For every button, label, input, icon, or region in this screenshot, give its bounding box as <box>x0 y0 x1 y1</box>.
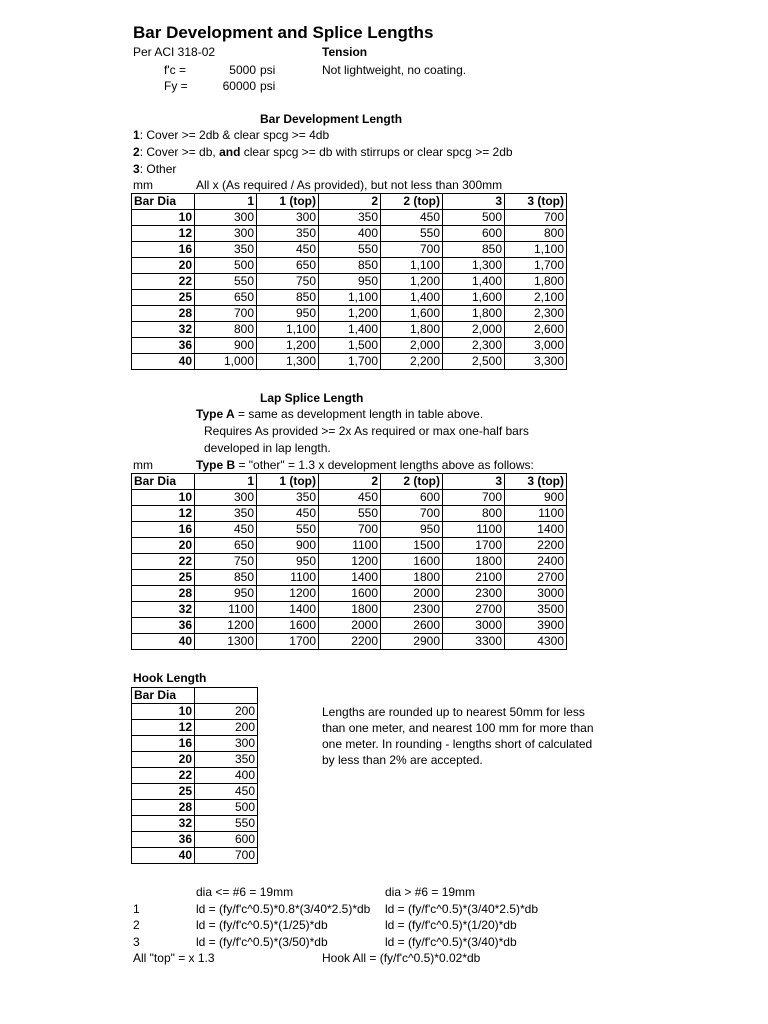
dev-case-3 <box>133 162 176 176</box>
length-cell: 1400 <box>257 602 319 618</box>
length-cell: 1100 <box>443 522 505 538</box>
bar-dia-cell: 22 <box>132 768 195 784</box>
bar-dia-cell: 20 <box>132 752 195 768</box>
bar-dia-cell: 32 <box>132 322 195 338</box>
length-cell: 700 <box>381 242 443 258</box>
column-header: 1 <box>195 474 257 490</box>
table-header-row <box>132 474 567 490</box>
column-header: 3 (top) <box>505 474 567 490</box>
rounding-note-line-4: by less than 2% are accepted. <box>322 753 483 767</box>
length-cell: 1,600 <box>443 290 505 306</box>
table-row <box>132 274 567 290</box>
length-cell: 3,000 <box>505 338 567 354</box>
dev-heading: Bar Development Length <box>260 112 403 126</box>
bar-dia-cell: 10 <box>132 210 195 226</box>
length-cell: 1,800 <box>443 306 505 322</box>
length-cell: 2900 <box>381 634 443 650</box>
formula-num: 3 <box>133 935 140 949</box>
length-cell: 900 <box>505 490 567 506</box>
formula-large: ld = (fy/f'c^0.5)*(3/40)*db <box>385 935 517 949</box>
length-cell: 2,600 <box>505 322 567 338</box>
length-cell: 1,000 <box>195 354 257 370</box>
table-row <box>132 338 567 354</box>
dev-case-1-num: 1 <box>133 128 140 142</box>
fy-unit: psi <box>260 79 276 93</box>
column-header-bar-dia: Bar Dia <box>132 688 195 704</box>
bar-dia-cell: 10 <box>132 704 195 720</box>
fc-unit: psi <box>260 63 276 77</box>
length-cell: 3300 <box>443 634 505 650</box>
length-cell: 1800 <box>381 570 443 586</box>
lap-units: mm <box>133 458 153 472</box>
length-cell: 600 <box>195 832 258 848</box>
length-cell: 2,000 <box>443 322 505 338</box>
table-row <box>132 554 567 570</box>
length-cell: 650 <box>195 290 257 306</box>
column-header: 1 (top) <box>257 194 319 210</box>
tension-note: Not lightweight, no coating. <box>322 63 467 77</box>
length-cell: 350 <box>319 210 381 226</box>
bar-dia-cell: 32 <box>132 602 195 618</box>
length-cell: 300 <box>257 210 319 226</box>
length-cell: 1100 <box>195 602 257 618</box>
column-header <box>195 688 258 704</box>
length-cell: 1,300 <box>443 258 505 274</box>
length-cell: 3,300 <box>505 354 567 370</box>
length-cell: 2,500 <box>443 354 505 370</box>
bar-dia-cell: 16 <box>132 522 195 538</box>
dev-case-1-text: : Cover >= 2db & clear spcg >= 4db <box>139 128 330 142</box>
lap-type-a-line3: developed in lap length. <box>204 441 331 455</box>
table-row <box>132 752 258 768</box>
length-cell: 450 <box>195 784 258 800</box>
fy-label: Fy = <box>164 79 188 93</box>
length-cell: 450 <box>257 506 319 522</box>
length-cell: 1400 <box>319 570 381 586</box>
length-cell: 2,200 <box>381 354 443 370</box>
length-cell: 950 <box>257 306 319 322</box>
length-cell: 950 <box>257 554 319 570</box>
code-reference: Per ACI 318-02 <box>133 45 216 59</box>
length-cell: 350 <box>257 490 319 506</box>
column-header: 3 <box>443 474 505 490</box>
bar-dia-cell: 12 <box>132 226 195 242</box>
column-header: 2 <box>319 474 381 490</box>
length-cell: 750 <box>195 554 257 570</box>
column-header: 2 (top) <box>381 474 443 490</box>
length-cell: 800 <box>505 226 567 242</box>
column-header-bar-dia: Bar Dia <box>132 474 195 490</box>
length-cell: 2,300 <box>443 338 505 354</box>
length-cell: 1,400 <box>319 322 381 338</box>
column-header: 1 <box>195 194 257 210</box>
table-row <box>132 258 567 274</box>
table-row <box>132 210 567 226</box>
length-cell: 950 <box>319 274 381 290</box>
bar-dia-cell: 40 <box>132 634 195 650</box>
length-cell: 1,300 <box>257 354 319 370</box>
length-cell: 450 <box>257 242 319 258</box>
table-row <box>132 816 258 832</box>
length-cell: 1400 <box>505 522 567 538</box>
length-cell: 1600 <box>257 618 319 634</box>
table-row <box>132 570 567 586</box>
length-cell: 2100 <box>443 570 505 586</box>
length-cell: 300 <box>195 210 257 226</box>
formula-small: ld = (fy/f'c^0.5)*0.8*(3/40*2.5)*db <box>196 902 371 916</box>
formula-small: ld = (fy/f'c^0.5)*(1/25)*db <box>196 918 328 932</box>
length-cell: 450 <box>195 522 257 538</box>
length-cell: 300 <box>195 226 257 242</box>
length-cell: 550 <box>319 242 381 258</box>
length-cell: 1,200 <box>381 274 443 290</box>
length-cell: 450 <box>319 490 381 506</box>
length-cell: 850 <box>257 290 319 306</box>
table-row <box>132 800 258 816</box>
length-cell: 950 <box>195 586 257 602</box>
fy-value: 60000 <box>222 79 256 93</box>
table-row <box>132 848 258 864</box>
column-header-bar-dia: Bar Dia <box>132 194 195 210</box>
bar-dia-cell: 40 <box>132 354 195 370</box>
bar-dia-cell: 12 <box>132 720 195 736</box>
length-cell: 2600 <box>381 618 443 634</box>
length-cell: 350 <box>257 226 319 242</box>
bar-dia-cell: 22 <box>132 554 195 570</box>
table-row <box>132 618 567 634</box>
column-header: 2 <box>319 194 381 210</box>
length-cell: 500 <box>195 258 257 274</box>
length-cell: 2300 <box>381 602 443 618</box>
bar-dia-cell: 25 <box>132 570 195 586</box>
table-row <box>132 354 567 370</box>
lap-type-b <box>196 458 534 472</box>
table-row <box>132 522 567 538</box>
length-cell: 1,700 <box>319 354 381 370</box>
length-cell: 800 <box>443 506 505 522</box>
length-cell: 1,600 <box>381 306 443 322</box>
bar-dia-cell: 20 <box>132 258 195 274</box>
table-row <box>132 586 567 602</box>
formula-head-small: dia <= #6 = 19mm <box>196 885 294 899</box>
length-cell: 1300 <box>195 634 257 650</box>
length-cell: 1800 <box>443 554 505 570</box>
length-cell: 2200 <box>319 634 381 650</box>
table-row <box>132 832 258 848</box>
length-cell: 800 <box>195 322 257 338</box>
length-cell: 1,100 <box>505 242 567 258</box>
table-row <box>132 784 258 800</box>
length-cell: 1100 <box>319 538 381 554</box>
hook-length-table <box>131 687 258 864</box>
length-cell: 2,300 <box>505 306 567 322</box>
length-cell: 1700 <box>443 538 505 554</box>
length-cell: 1,400 <box>443 274 505 290</box>
table-row <box>132 242 567 258</box>
length-cell: 900 <box>195 338 257 354</box>
bar-dia-cell: 25 <box>132 290 195 306</box>
table-row <box>132 768 258 784</box>
column-header: 3 <box>443 194 505 210</box>
length-cell: 2300 <box>443 586 505 602</box>
top-bar-note: All "top" = x 1.3 <box>133 951 215 965</box>
lap-type-b-label: Type B <box>196 458 236 472</box>
bar-dia-cell: 36 <box>132 618 195 634</box>
length-cell: 2,000 <box>381 338 443 354</box>
bar-dia-cell: 12 <box>132 506 195 522</box>
length-cell: 1,100 <box>319 290 381 306</box>
table-row <box>132 538 567 554</box>
length-cell: 200 <box>195 704 258 720</box>
formula-small: ld = (fy/f'c^0.5)*(3/50)*db <box>196 935 328 949</box>
length-cell: 700 <box>505 210 567 226</box>
dev-case-3-text: : Other <box>139 162 177 176</box>
bar-dia-cell: 32 <box>132 816 195 832</box>
dev-case-2-num: 2 <box>133 145 140 159</box>
length-cell: 1200 <box>195 618 257 634</box>
length-cell: 900 <box>257 538 319 554</box>
bar-dia-cell: 28 <box>132 586 195 602</box>
formula-num: 1 <box>133 902 140 916</box>
formula-large: ld = (fy/f'c^0.5)*(1/20)*db <box>385 918 517 932</box>
length-cell: 1100 <box>257 570 319 586</box>
dev-case-1 <box>133 128 329 142</box>
lap-type-a-label: Type A <box>196 407 235 421</box>
tension-label: Tension <box>322 45 368 59</box>
table-row <box>132 736 258 752</box>
table-row <box>132 490 567 506</box>
length-cell: 650 <box>257 258 319 274</box>
length-cell: 500 <box>443 210 505 226</box>
length-cell: 1,400 <box>381 290 443 306</box>
length-cell: 200 <box>195 720 258 736</box>
lap-splice-table <box>131 473 567 650</box>
dev-case-2 <box>133 145 513 159</box>
formula-large: ld = (fy/f'c^0.5)*(3/40*2.5)*db <box>385 902 538 916</box>
table-header-row <box>132 194 567 210</box>
page-title: Bar Development and Splice Lengths <box>133 23 434 42</box>
bar-dia-cell: 25 <box>132 784 195 800</box>
table-row <box>132 704 258 720</box>
length-cell: 550 <box>257 522 319 538</box>
lap-type-a <box>196 407 483 421</box>
table-header-row <box>132 688 258 704</box>
length-cell: 1200 <box>319 554 381 570</box>
length-cell: 700 <box>443 490 505 506</box>
table-row <box>132 290 567 306</box>
bar-dia-cell: 36 <box>132 338 195 354</box>
bar-dia-cell: 16 <box>132 736 195 752</box>
length-cell: 450 <box>381 210 443 226</box>
length-cell: 300 <box>195 490 257 506</box>
length-cell: 850 <box>195 570 257 586</box>
length-cell: 1200 <box>257 586 319 602</box>
length-cell: 350 <box>195 752 258 768</box>
formula-head-large: dia > #6 = 19mm <box>385 885 476 899</box>
length-cell: 700 <box>381 506 443 522</box>
length-cell: 2000 <box>381 586 443 602</box>
table-row <box>132 506 567 522</box>
rounding-note-line-2: than one meter, and nearest 100 mm for more than <box>322 721 594 735</box>
dev-case-3-num: 3 <box>133 162 140 176</box>
length-cell: 650 <box>195 538 257 554</box>
hook-formula: Hook All = (fy/f'c^0.5)*0.02*db <box>322 951 481 965</box>
table-row <box>132 306 567 322</box>
length-cell: 1,700 <box>505 258 567 274</box>
length-cell: 1800 <box>319 602 381 618</box>
length-cell: 1700 <box>257 634 319 650</box>
length-cell: 550 <box>381 226 443 242</box>
length-cell: 1,200 <box>319 306 381 322</box>
length-cell: 1600 <box>319 586 381 602</box>
length-cell: 1500 <box>381 538 443 554</box>
rounding-note-line-3: one meter. In rounding - lengths short of calculated <box>322 737 593 751</box>
bar-dia-cell: 22 <box>132 274 195 290</box>
length-cell: 750 <box>257 274 319 290</box>
length-cell: 550 <box>319 506 381 522</box>
length-cell: 2200 <box>505 538 567 554</box>
column-header: 3 (top) <box>505 194 567 210</box>
length-cell: 700 <box>319 522 381 538</box>
length-cell: 550 <box>195 274 257 290</box>
bar-dia-cell: 20 <box>132 538 195 554</box>
length-cell: 1,500 <box>319 338 381 354</box>
dev-units: mm <box>133 178 153 192</box>
rounding-note-line-1: Lengths are rounded up to nearest 50mm for less <box>322 705 585 719</box>
length-cell: 1,800 <box>381 322 443 338</box>
table-row <box>132 602 567 618</box>
lap-type-a-line2: Requires As provided >= 2x As required or max one-half bars <box>204 424 529 438</box>
lap-type-b-text: = "other" = 1.3 x development lengths above as follows: <box>235 458 534 472</box>
length-cell: 400 <box>319 226 381 242</box>
length-cell: 2,100 <box>505 290 567 306</box>
bar-dia-cell: 28 <box>132 306 195 322</box>
hook-heading: Hook Length <box>133 671 207 685</box>
length-cell: 350 <box>195 242 257 258</box>
length-cell: 3000 <box>443 618 505 634</box>
length-cell: 1,100 <box>381 258 443 274</box>
length-cell: 850 <box>443 242 505 258</box>
length-cell: 2400 <box>505 554 567 570</box>
fc-label: f'c = <box>164 63 186 77</box>
bar-dia-cell: 28 <box>132 800 195 816</box>
bar-dia-cell: 16 <box>132 242 195 258</box>
lap-type-a-text: = same as development length in table above. <box>234 407 484 421</box>
length-cell: 3900 <box>505 618 567 634</box>
length-cell: 950 <box>381 522 443 538</box>
column-header: 1 (top) <box>257 474 319 490</box>
length-cell: 1100 <box>505 506 567 522</box>
fc-value: 5000 <box>229 63 256 77</box>
length-cell: 600 <box>443 226 505 242</box>
length-cell: 700 <box>195 848 258 864</box>
dev-case-2-text-b: clear spcg >= db with stirrups or clear spcg >= 2db <box>240 145 513 159</box>
length-cell: 2700 <box>505 570 567 586</box>
lap-heading: Lap Splice Length <box>260 391 364 405</box>
length-cell: 2700 <box>443 602 505 618</box>
length-cell: 600 <box>381 490 443 506</box>
length-cell: 850 <box>319 258 381 274</box>
bar-dia-cell: 40 <box>132 848 195 864</box>
length-cell: 1,800 <box>505 274 567 290</box>
table-row <box>132 720 258 736</box>
length-cell: 2000 <box>319 618 381 634</box>
table-row <box>132 226 567 242</box>
length-cell: 500 <box>195 800 258 816</box>
bar-dia-cell: 10 <box>132 490 195 506</box>
bar-dia-cell: 36 <box>132 832 195 848</box>
length-cell: 1,200 <box>257 338 319 354</box>
length-cell: 350 <box>195 506 257 522</box>
development-length-table <box>131 193 567 370</box>
length-cell: 300 <box>195 736 258 752</box>
dev-note: All x (As required / As provided), but not less than 300mm <box>196 178 503 192</box>
length-cell: 4300 <box>505 634 567 650</box>
length-cell: 700 <box>195 306 257 322</box>
dev-case-2-and: and <box>219 145 241 159</box>
length-cell: 1,100 <box>257 322 319 338</box>
table-row <box>132 322 567 338</box>
length-cell: 1600 <box>381 554 443 570</box>
column-header: 2 (top) <box>381 194 443 210</box>
dev-case-2-text-a: : Cover >= db, <box>139 145 220 159</box>
length-cell: 550 <box>195 816 258 832</box>
table-row <box>132 634 567 650</box>
formula-num: 2 <box>133 918 140 932</box>
length-cell: 400 <box>195 768 258 784</box>
length-cell: 3500 <box>505 602 567 618</box>
length-cell: 3000 <box>505 586 567 602</box>
